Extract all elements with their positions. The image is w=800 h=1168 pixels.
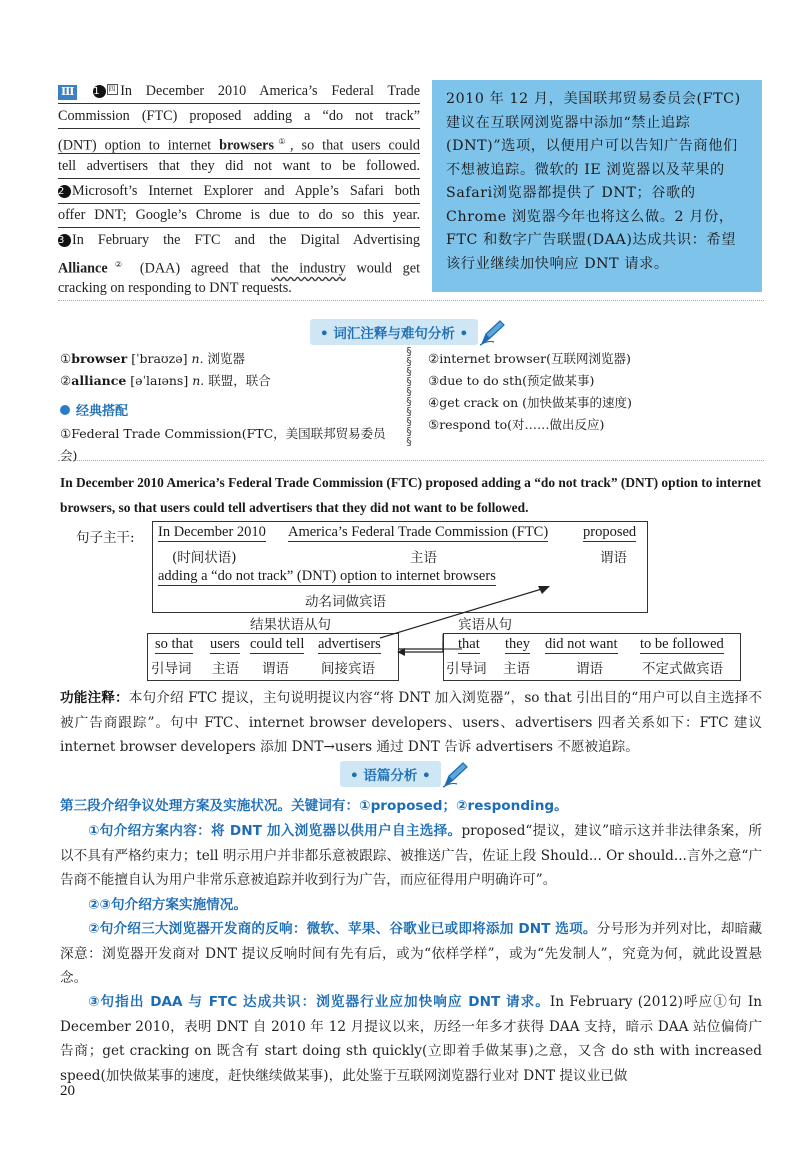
right-element-3: did not want [545,636,618,652]
discourse-section-header [340,760,469,788]
discourse-para-1: ①句介绍方案内容：将 DNT 加入浏览器以供用户自主选择。proposed“提议，建议”暗示这并非法律条案，所以不具有严格约束力；tell 明示用户并非都乐意被跟踪、被推送广告，佐证上段 Should... Or should...言外之意“广告商不能擅自认为用户非常乐意被追踪并收到行为广告，而应征得用户明确许可”。 [60,823,762,888]
object-role: 动名词做宾语 [305,594,386,610]
main-role-1: (时间状语) [172,550,237,566]
main-clause-label: 句子主干: [76,530,135,546]
analysis-sentence: In December 2010 America’s Federal Trade Commission (FTC) proposed adding a “do not track” (DNT) option to internet browsers, so that users could tell advertisers that they did not want to be followed. [60,475,762,515]
main-role-2: 主语 [410,550,437,566]
right-role-2: 主语 [503,661,530,677]
passage-line-5: 2 Microsoft’s Internet Explorer and Apple’s Safari both [58,180,420,204]
vocab-right-item: ③due to do sth(预定做某事) [428,373,595,388]
collocation-item: ①Federal Trade Commission(FTC，美国联邦贸易委员会) [60,426,386,463]
arrow-left-icon [395,640,447,660]
passage-line-9: cracking on responding to DNT requests. [58,280,292,297]
section-number-badge: Ⅲ [58,85,77,100]
passage-line-1: Ⅲ 1 四 In December 2010 America’s Federal Trade [58,80,420,104]
left-clause-title: 结果状语从句 [250,617,331,633]
sentence-marker-2: 2 [58,185,71,198]
left-element-4: advertisers [318,636,381,652]
chain-divider-icon: § § § § § § § § § § [406,345,412,448]
vocab-right-column [428,348,758,436]
divider [58,460,764,461]
right-element-1: that [458,636,480,652]
discourse-para-2: ②③句介绍方案实施情况。 [88,897,247,913]
function-note: 功能注释：本句介绍 FTC 提议，主句说明提议内容“将 DNT 加入浏览器”，so that 引出目的“用户可以自主选择不被广告商跟踪”。句中 FTC、internet browser developers、users、advertisers 四者关系如下：FTC 建议 internet browser developers 添加 DNT→users 通过 DNT 告诉 advertisers 不愿被追踪。 [60,690,762,755]
vocab-right-item: ④get crack on (加快做某事的速度) [428,395,632,410]
left-element-1: so that [155,636,194,652]
vocab-right-item: ②internet browser(互联网浏览器) [428,351,631,366]
main-role-3: 谓语 [600,550,627,566]
vocab-section-title: • 词汇注释与难句分析 • [310,319,478,345]
right-element-2: they [505,636,530,652]
page-number: 20 [60,1083,75,1099]
passage-line-7: 3 In February the FTC and the Digital Advertising [58,232,420,249]
passage-line-4: tell advertisers that they did not want to be followed. [58,155,420,179]
pencil-icon [478,318,506,346]
diagram-arrows [140,560,760,670]
right-element-4: to be followed [640,636,724,652]
right-role-3: 谓语 [576,661,603,677]
passage-line-8: Alliance② (DAA) agreed that the industry would get [58,260,421,277]
main-element-2: America’s Federal Trade Commission (FTC) [288,524,549,540]
chinese-translation: 2010 年 12 月，美国联邦贸易委员会(FTC)建议在互联网浏览器中添加“禁止追踪(DNT)”选项，以便用户可以告知广告商他们不想被追踪。微软的 IE 浏览器以及苹果的 Safari浏览器都提供了 DNT；谷歌的 Chrome 浏览器今年也将这么做。2 月份，FTC 和数字广告联盟(DAA)达成共识：希望该行业继续加快响应 DNT 请求。 [432,80,762,292]
left-role-3: 谓语 [262,661,289,677]
divider [58,300,764,301]
vocab-item-browser: ①browser [ˈbraʊzə] n. 浏览器 [60,351,246,366]
bullet-icon [60,405,70,415]
object-element: adding a “do not track” (DNT) option to internet browsers [158,568,496,584]
main-element-1: In December 2010 [158,524,266,540]
left-role-2: 主语 [212,661,239,677]
passage-line-2: Commission (FTC) proposed adding a “do not track” [58,105,420,129]
discourse-section-title: • 语篇分析 • [340,761,441,787]
left-element-2: users [210,636,240,652]
sentence-marker-1: 1 [93,85,106,98]
pencil-icon [441,760,469,788]
vocab-right-item: ⑤respond to(对……做出反应) [428,417,605,432]
passage-text [58,80,420,301]
main-element-3: proposed [583,524,637,540]
passage-line-6: offer DNT; Google’s Chrome is due to do so this year. [58,204,420,228]
collocation-heading: 经典搭配 [60,400,400,423]
right-role-1: 引导词 [446,661,487,677]
sentence-marker-3: 3 [58,234,71,247]
left-element-3: could tell [250,636,305,652]
discourse-para-3: ②句介绍三大浏览器开发商的反响：微软、苹果、谷歌业已或即将添加 DNT 选项。分号形为并列对比，却暗藏深意：浏览器开发商对 DNT 提议反响时间有先有后，或为“依样学样”，或为“先发制人”，究竟为何，就此设置悬念。 [60,921,763,986]
vocab-left-column [60,348,400,467]
right-clause-title: 宾语从句 [458,617,512,633]
vocab-item-alliance: ②alliance [əˈlaɪəns] n. 联盟，联合 [60,373,271,388]
vocab-section-header [310,318,506,346]
right-role-4: 不定式做宾语 [642,661,723,677]
left-role-1: 引导词 [151,661,192,677]
left-role-4: 间接宾语 [321,661,375,677]
discourse-para-4: ③句指出 DAA 与 FTC 达成共识：浏览器行业应加快响应 DNT 请求。In February (2012)呼应①句 In December 2010，表明 DNT 自 2010 年 12 月提议以来，历经一年多才获得 DAA 支持，暗示 DAA 站位偏倚广告商；get cracking on 既含有 start doing sth quickly(立即着手做某事)之意，又含 do sth with increased speed(加快做某事的速度，赶快继续做某事)，此处鉴于互联网浏览器行业对 DNT 提议业已做 [60,994,762,1084]
box-marker: 四 [107,84,118,95]
passage-line-3: (DNT) option to internet browsers①, so that users could [58,130,420,154]
discourse-intro: 第三段介绍争议处理方案及实施状况。关键词有：①proposed；②responding。 [60,798,568,814]
